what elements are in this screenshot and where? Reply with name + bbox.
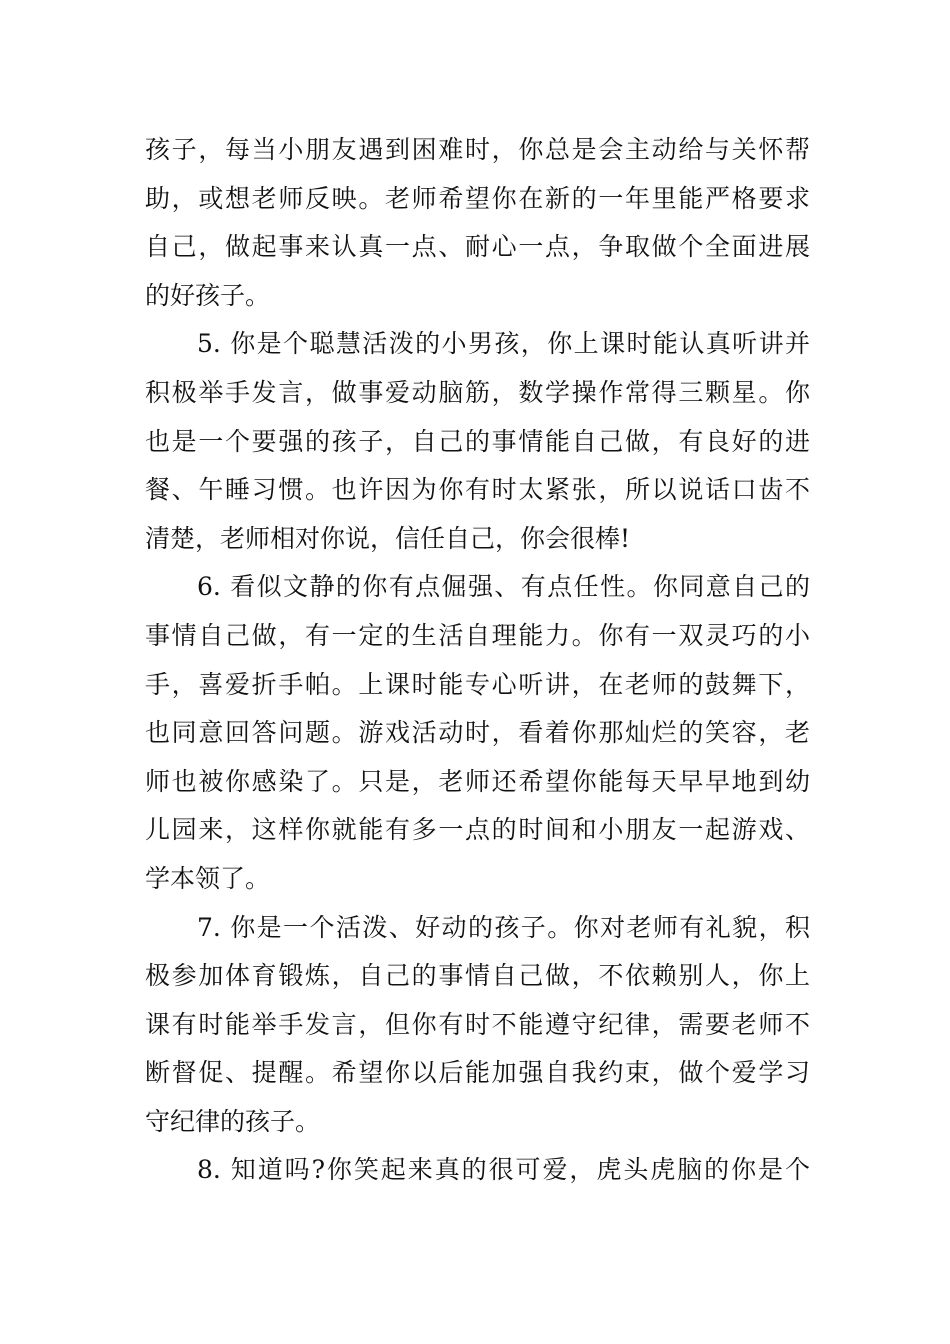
text-line: 师也被你感染了。只是，老师还希望你能每天早早地到幼 (145, 766, 810, 796)
text-line: 自己，做起事来认真一点、耐心一点，争取做个全面进展 (145, 232, 810, 262)
text-line: 积极举手发言，做事爱动脑筋，数学操作常得三颗星。你 (145, 377, 810, 407)
text-line: 5. 你是个聪慧活泼的小男孩，你上课时能认真听讲并 (197, 329, 810, 359)
text-line: 断督促、提醒。希望你以后能加强自我约束，做个爱学习 (145, 1058, 810, 1088)
text-line: 也同意回答问题。游戏活动时，看着你那灿烂的笑容，老 (145, 718, 810, 748)
text-line: 8. 知道吗?你笑起来真的很可爱，虎头虎脑的你是个 (197, 1155, 810, 1185)
text-line: 儿园来，这样你就能有多一点的时间和小朋友一起游戏、 (145, 815, 810, 845)
text-line: 的好孩子。 (145, 280, 271, 310)
text-line: 课有时能举手发言，但你有时不能遵守纪律，需要老师不 (145, 1009, 810, 1039)
text-line: 学本领了。 (145, 863, 271, 893)
text-line: 6. 看似文静的你有点倔强、有点任性。你同意自己的 (197, 572, 810, 602)
text-line: 清楚，老师相对你说，信任自己，你会很棒! (145, 523, 631, 553)
document-body (145, 126, 810, 1195)
text-line: 极参加体育锻炼，自己的事情自己做，不依赖别人，你上 (145, 961, 810, 991)
text-line: 孩子，每当小朋友遇到困难时，你总是会主动给与关怀帮 (145, 135, 810, 164)
text-line: 事情自己做，有一定的生活自理能力。你有一双灵巧的小 (145, 620, 810, 650)
text-line: 也是一个要强的孩子，自己的事情能自己做，有良好的进 (145, 426, 810, 456)
text-line: 餐、午睡习惯。也许因为你有时太紧张，所以说话口齿不 (145, 475, 810, 505)
text-line: 7. 你是一个活泼、好动的孩子。你对老师有礼貌，积 (197, 912, 810, 942)
text-line: 守纪律的孩子。 (145, 1106, 321, 1136)
text-line: 手，喜爱折手帕。上课时能专心听讲，在老师的鼓舞下， (145, 669, 810, 699)
text-line: 助，或想老师反映。老师希望你在新的一年里能严格要求 (145, 183, 810, 213)
